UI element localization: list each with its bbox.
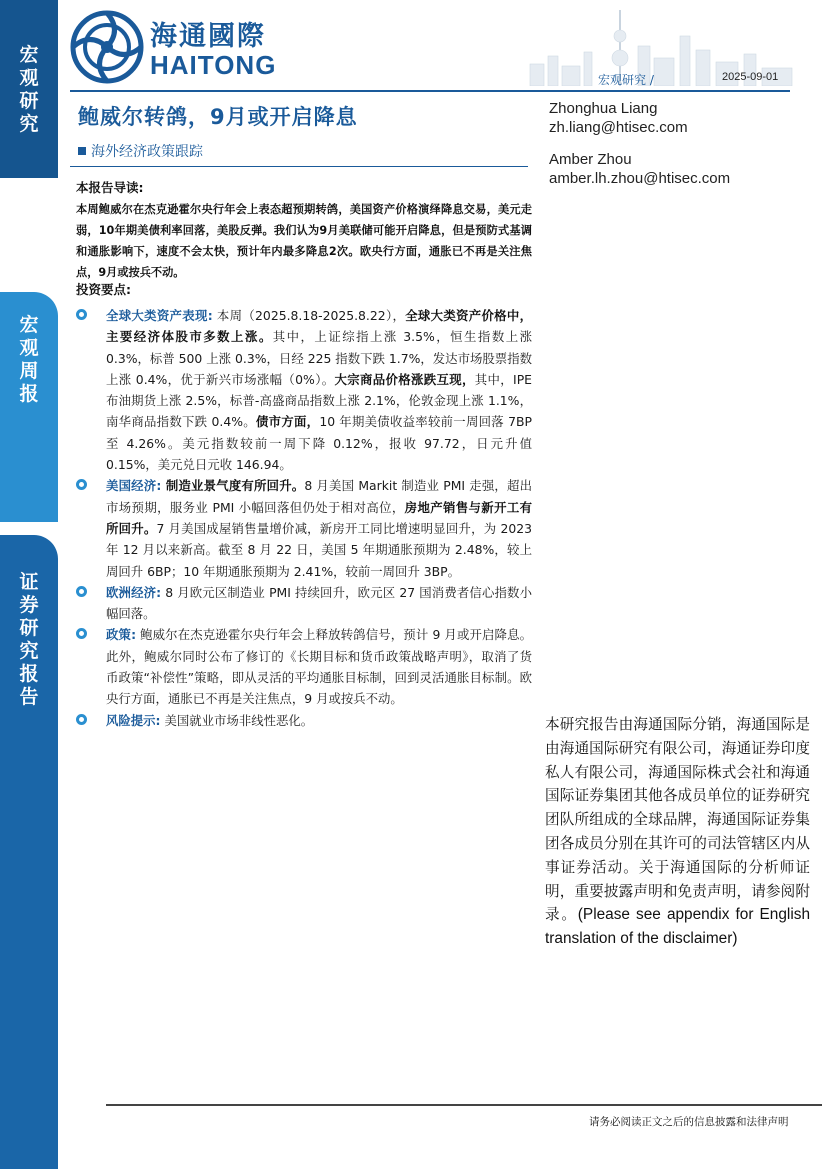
footer-divider (106, 1104, 822, 1106)
point-label: 美国经济: (106, 478, 162, 494)
point-bold-text: 房地产销售与新开工有所回升。 (106, 499, 533, 536)
guide-heading: 本报告导读: (76, 180, 144, 195)
author-entry (549, 150, 809, 188)
circle-bullet-icon (76, 628, 87, 639)
point-text: 7 月美国成屋销售量增价减，新房开工同比增速明显回升，为 2023 年 12 月以来新高。截至 8 月 22 日，美国 5 年期通胀预期为 2.48%，较上周回升 6BP；10 年期通胀预期为 2.41%，较前一周回升 3BP。 (106, 520, 532, 579)
disclaimer-en: (Please see appendix for English translation of the disclaimer) (545, 906, 810, 948)
author-block (549, 99, 809, 201)
circle-bullet-icon (76, 479, 87, 490)
point-global-assets (76, 305, 532, 475)
point-us-economy (76, 475, 532, 581)
haitong-logo (70, 10, 290, 85)
point-bold-text: 全球大类资产价格中，主要经济体股市多数上涨。 (106, 308, 532, 345)
point-text: 8 月欧元区制造业 PMI 持续回升，欧元区 27 国消费者信心指数小幅回落。 (106, 584, 532, 622)
side-tag-text: 宏观研究 (19, 44, 39, 135)
circle-bullet-icon (76, 309, 87, 320)
footer-note: 请务必阅读正文之后的信息披露和法律声明 (589, 1116, 789, 1128)
point-text: 美国就业市场非线性恶化。 (160, 712, 314, 728)
point-bold-text: 大宗商品价格涨跌互现， (334, 371, 475, 387)
author-entry (549, 99, 809, 137)
subtitle-text: 海外经济政策跟踪 (91, 144, 203, 160)
point-text: 本周（2025.8.18-2025.8.22）， (212, 308, 406, 323)
point-text: 其中，上证综指上涨 3.5%，恒生指数上涨 0.3%，标普 500 上涨 0.3%，日经 225 指数下跌 1.7%，发达市场股票指数上涨 0.4%，优于新兴市场涨幅（0%）。 (106, 329, 532, 387)
side-tag-macro-research (0, 0, 58, 178)
point-bold-text: 债市方面， (255, 414, 320, 430)
report-subtitle (78, 141, 203, 161)
points-heading: 投资要点: (76, 282, 131, 297)
side-tag-securities-report (0, 535, 58, 1169)
guide-text: 本周鲍威尔在杰克逊霍尔央行年会上表态超预期转鸽，美国资产价格演绎降息交易，美元走弱，10年期美债利率回落，美股反弹。我们认为9月美联储可能开启降息，但是预防式基调和通胀影响下，速度不会太快，预计年内最多降息2次。欧央行方面，通胀已不再是关注焦点，9月或按兵不动。 (76, 203, 532, 279)
side-tag-text: 证券研究报告 (19, 571, 39, 708)
author-email[interactable]: amber.lh.zhou@htisec.com (549, 170, 731, 187)
point-label: 欧洲经济: (106, 584, 162, 600)
header-date: 2025-09-01 (722, 71, 779, 83)
point-label: 全球大类资产表现: (106, 308, 213, 323)
point-text: 其中，IPE 布油期货上涨 2.5%，标普-高盛商品指数上涨 2.1%，伦敦金现上涨 1.1%，南华商品指数下跌 0.4%。 (106, 371, 532, 430)
key-points-list (76, 305, 532, 731)
side-tag-weekly (0, 292, 58, 522)
report-title: 鲍威尔转鸽，9月或开启降息 (78, 105, 358, 129)
author-email[interactable]: zh.liang@htisec.com (549, 119, 688, 136)
point-policy (76, 624, 532, 709)
header-divider (70, 90, 790, 92)
logo-english-text: HAITONG (150, 50, 277, 80)
title-divider (70, 166, 528, 167)
point-risk (76, 710, 532, 731)
author-name: Amber Zhou (549, 151, 632, 168)
square-bullet-icon (78, 147, 86, 155)
disclaimer-cn: 本研究报告由海通国际分销，海通国际是由海通国际研究有限公司，海通证券印度私人有限公司，海通国际株式会社和海通国际证券集团其他各成员单位的证券研究团队所组成的全球品牌，海通国际证券集团各成员分别在其许可的司法管辖区内从事证券活动。关于海通国际的分析师证明，重要披露声明和免责声明，请参阅附录。 (545, 716, 810, 924)
circle-bullet-icon (76, 586, 87, 597)
point-label: 政策: (106, 627, 137, 643)
logo-emblem-icon (70, 10, 146, 85)
author-name: Zhonghua Liang (549, 100, 658, 117)
point-text: 10 年期美债收益率较前一周回落 7BP 至 4.26%。美元指数较前一周下降 0.12%，报收 97.72，日元升值 0.15%，美元兑日元收 146.94。 (106, 414, 533, 473)
point-bold-text: 制造业景气度有所回升。 (161, 478, 305, 494)
logo-chinese-text: 海通國際 (150, 21, 266, 52)
point-text: 鲍威尔在杰克逊霍尔央行年会上释放转鸽信号，预计 9 月或开启降息。此外，鲍威尔同时公布了修订的《长期目标和货币政策战略声明》，取消了货币政策“补偿性”策略，即从灵活的平均通胀目标制，回到灵活通胀目标制。欧央行方面，通胀已不再是关注焦点，9 月或按兵不动。 (106, 627, 532, 707)
side-strip (0, 0, 58, 1169)
side-tag-text: 宏观周报 (19, 314, 39, 405)
point-label: 风险提示: (106, 712, 161, 728)
disclaimer-block (545, 713, 810, 951)
point-text: 8 月美国 Markit 制造业 PMI 走强，超出市场预期，服务业 PMI 小幅回落但仍处于相对高位， (106, 478, 532, 515)
header-category: 宏观研究 / (598, 73, 654, 87)
point-eu-economy (76, 582, 532, 625)
circle-bullet-icon (76, 714, 87, 725)
